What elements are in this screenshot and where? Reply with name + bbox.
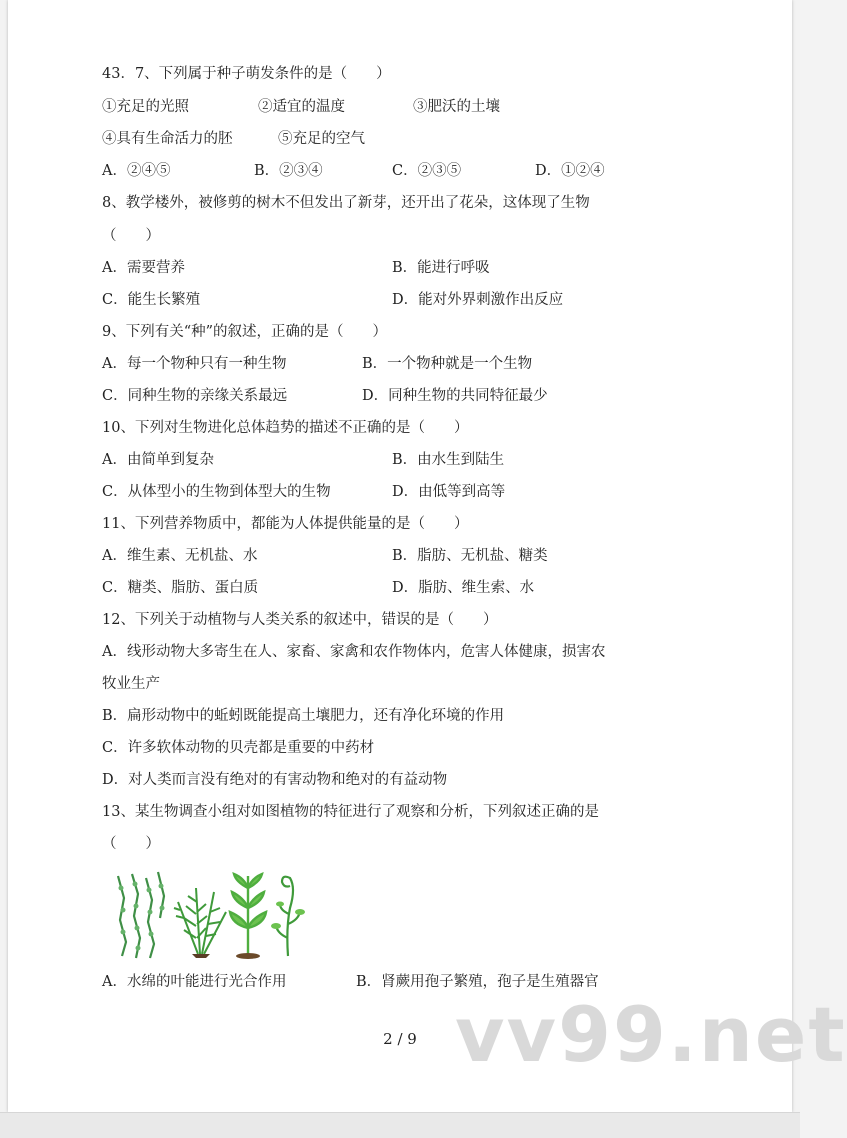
question-9-stem: 9、下列有关“种”的叙述，正确的是（ ） <box>102 324 388 340</box>
question-7-stem: 43．7、下列属于种子萌发条件的是（ ） <box>102 66 391 82</box>
question-8-stem-cont: （ ） <box>102 228 160 244</box>
q13-option-a: A．水绵的叶能进行光合作用 <box>102 974 287 990</box>
q9-option-b: B．一个物种就是一个生物 <box>362 356 533 372</box>
q11-option-d: D．脂肪、维生索、水 <box>392 580 535 596</box>
q7-condition-1: ①充足的光照 <box>102 99 189 115</box>
question-13-stem: 13、某生物调查小组对如图植物的特征进行了观察和分析，下列叙述正确的是 <box>102 804 599 820</box>
grass-soil <box>236 953 260 959</box>
q9-option-d: D．同种生物的共同特征最少 <box>362 388 548 404</box>
q13-option-b: B．肾蕨用孢子繁殖，孢子是生殖器官 <box>356 974 599 990</box>
spirogyra-illustration <box>118 872 164 958</box>
q7-condition-2: ②适宜的温度 <box>258 99 345 115</box>
q9-option-c: C．同种生物的亲缘关系最远 <box>102 388 288 404</box>
q7-condition-4: ④具有生命活力的胚 <box>102 131 233 147</box>
q10-option-a: A．由简单到复杂 <box>102 452 214 468</box>
question-12-stem: 12、下列关于动植物与人类关系的叙述中，错误的是（ ） <box>102 612 498 628</box>
plants-figure <box>110 868 310 960</box>
q12-option-d: D．对人类而言没有绝对的有害动物和绝对的有益动物 <box>102 772 448 788</box>
moss-sprout-illustration <box>276 877 300 956</box>
question-11-stem: 11、下列营养物质中，都能为人体提供能量的是（ ） <box>102 516 469 532</box>
question-13-stem-cont: （ ） <box>102 836 160 852</box>
q8-option-a: A．需要营养 <box>102 260 185 276</box>
q10-option-c: C．从体型小的生物到体型大的生物 <box>102 484 331 500</box>
q7-option-c: C．②③⑤ <box>392 163 462 179</box>
q10-option-b: B．由水生到陆生 <box>392 452 505 468</box>
q7-condition-3: ③肥沃的土壤 <box>413 99 500 115</box>
q11-option-a: A．维生素、无机盐、水 <box>102 548 258 564</box>
viewer-bottom-bar <box>0 1112 800 1138</box>
q8-option-b: B．能进行呼吸 <box>392 260 490 276</box>
fern-roots <box>192 954 210 958</box>
q11-option-c: C．糖类、脂肪、蛋白质 <box>102 580 259 596</box>
grass-plant-illustration <box>230 874 266 956</box>
q11-option-b: B．脂肪、无机盐、糖类 <box>392 548 548 564</box>
q8-option-c: C．能生长繁殖 <box>102 292 201 308</box>
q7-option-b: B．②③④ <box>254 163 323 179</box>
q12-option-b: B．扁形动物中的蚯蚓既能提高土壤肥力，还有净化环境的作用 <box>102 708 505 724</box>
q10-option-d: D．由低等到高等 <box>392 484 506 500</box>
question-8-stem: 8、教学楼外，被修剪的树木不但发出了新芽，还开出了花朵，这体现了生物 <box>102 195 590 211</box>
q7-condition-5: ⑤充足的空气 <box>278 131 365 147</box>
q8-option-d: D．能对外界刺激作出反应 <box>392 292 564 308</box>
page-number: 2 / 9 <box>383 1030 417 1048</box>
q12-option-a-cont: 牧业生产 <box>102 676 160 692</box>
watermark-text: vv99.net <box>455 990 847 1079</box>
q7-option-a: A．②④⑤ <box>102 163 171 179</box>
q12-option-c: C．许多软体动物的贝壳都是重要的中药材 <box>102 740 375 756</box>
q9-option-a: A．每一个物种只有一种生物 <box>102 356 287 372</box>
q7-option-d: D．①②④ <box>535 163 605 179</box>
fern-illustration <box>174 888 226 954</box>
q12-option-a: A．线形动物大多寄生在人、家畜、家禽和农作物体内，危害人体健康，损害农 <box>102 644 606 660</box>
question-10-stem: 10、下列对生物进化总体趋势的描述不正确的是（ ） <box>102 420 469 436</box>
